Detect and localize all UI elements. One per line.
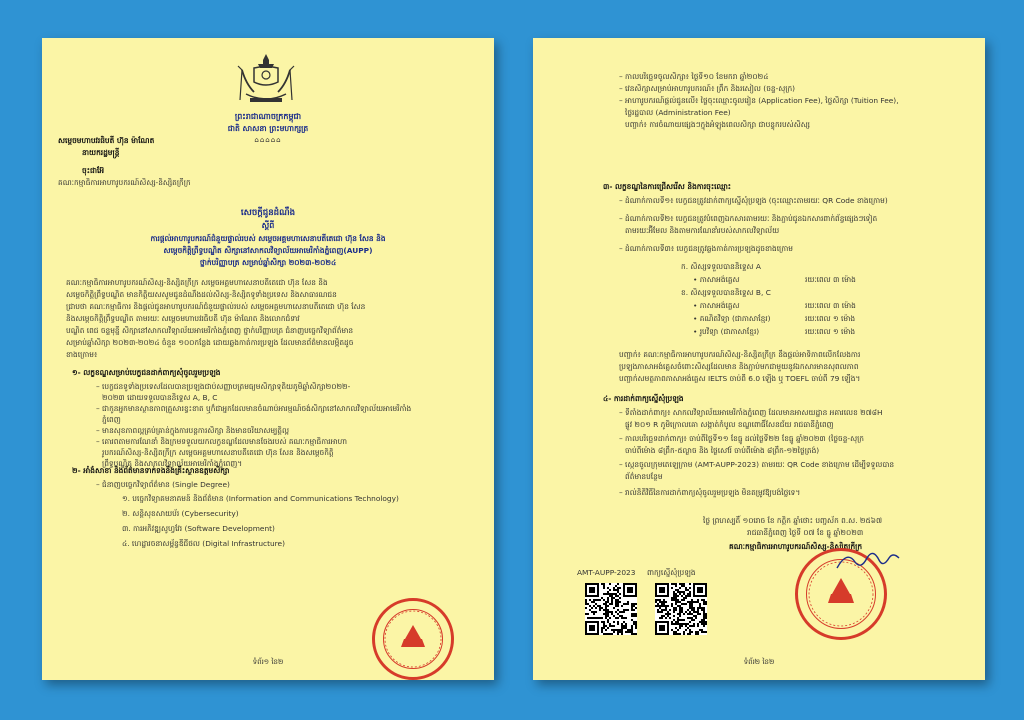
section-3-item: តាមរយៈអ៊ីមែល និងតាមការណែនាំរបស់សាកលវិទ្យាល័យ	[625, 226, 780, 235]
section-4-item: ព័ត៌មានបន្ថែម	[625, 472, 663, 481]
signature-icon	[833, 548, 903, 574]
section-1-item: – គោរពតាមការណែនាំ និងក្រមទទួលយកលក្ខខណ្ឌដែលមានចែងរបស់ គណៈកម្មាធិការអាហា	[96, 437, 347, 447]
section-2-degree: – ជំនាញបច្ចេកវិទ្យាព័ត៌មាន (Single Degree)	[96, 480, 230, 490]
exam-duration: រយៈពេល ៣ ម៉ោង	[805, 275, 856, 284]
body-line: គណៈកម្មាធិការអាហារូបករណ៍សិស្ស-និស្សិតក្រីក្រ សម្តេចអគ្គមហាសេនាបតីតេជោ ហ៊ុន សែន និង	[66, 278, 328, 287]
qr-code-application-icon[interactable]	[655, 583, 707, 635]
body-line: សម្រាប់ឆ្នាំសិក្សា ២០២៣-២០២៤ ចំនួន ១០០កន្លែង ដោយឆ្លងកាត់ការប្រឡង ដែលមានព័ត៌មានលម្អិតដូច	[66, 338, 354, 347]
section-4-item: – កាលបរិច្ឆេទដាក់ពាក្យ៖ ចាប់ពីថ្ងៃទី១១ ខែធ្នូ ដល់ថ្ងៃទី២២ ខែធ្នូ ឆ្នាំ២០២៣ (ថ្ងៃចន្ទ-សុក្រ	[619, 434, 864, 444]
exam-duration: រយៈពេល ១ ម៉ោង	[805, 314, 856, 323]
section-2-program: ៤. ហេដ្ឋារចនាសម្ព័ន្ធឌីជីថល (Digital Infrastructure)	[122, 539, 285, 548]
section-1-item: – បេក្ខជនទូទាំងប្រទេសដែលបានប្រឡងជាប់សញ្ញាបត្រមធ្យមសិក្សាទុតិយភូមិឆ្នាំសិក្សា២០២២-	[96, 382, 350, 392]
page-number: ទំព័រ២ នៃ២	[743, 658, 775, 666]
section-2-program: ២. សន្តិសុខសាយប័រ (Cybersecurity)	[122, 509, 239, 518]
qr-label-application: ពាក្យស្នើសុំប្រឡង	[647, 568, 696, 577]
notice-subject-line-2: សម្តេចកិត្តិព្រឹទ្ធបណ្ឌិត សិក្សានៅសាកលវិទ្យាល័យអាមេរិកាំងភ្នំពេញ(AUPP)	[163, 246, 373, 255]
section-3-item: – ដំណាក់កាលទី៣៖ បេក្ខជនត្រូវឆ្លងកាត់ការប្រឡងដូចខាងក្រោម	[619, 244, 793, 254]
body-line: ជ្រាបថា គណៈកម្មាធិការ និងផ្តល់ជូនអាហារូបករណ៍ជំនួយផ្ទាល់របស់ សម្តេចអគ្គមហាសេនាបតីតេជោ ហ៊ុន សែន	[66, 302, 366, 311]
qr-label-telegram: AMT-AUPP-2023	[577, 568, 636, 577]
notice-subject-label: ស្តីពី	[261, 221, 275, 230]
body-line: និងសម្តេចកិត្តិព្រឹទ្ធបណ្ឌិត តាមរយៈ សម្តេចមហាបវរធិបតី ហ៊ុន ម៉ាណែត និងលោកជំទាវ	[66, 314, 300, 323]
section-2-program: ៣. ការអភិវឌ្ឍសូហ្វវែរ (Software Development)	[122, 524, 275, 533]
lunar-date-line: ថ្ងៃ ព្រហស្បតិ៍ ១០រោច ខែ កត្តិក ឆ្នាំថោះ បញ្ចស័ក ព.ស. ២៥៦៧	[703, 516, 883, 525]
program-detail-item: ថ្លៃរដ្ឋបាល (Administration Fee)	[625, 108, 731, 117]
royal-coat-of-arms-icon	[232, 52, 300, 106]
section-3-item: – ដំណាក់កាលទី២៖ បេក្ខជនត្រូវបំពេញឯកសារតាមរយៈ និងភ្ជាប់ជូនឯកសារពាក់ព័ន្ធផ្សេងៗទៀត	[619, 214, 877, 224]
section-1-item: ភ្នំពេញ	[102, 415, 121, 424]
section-1-item: ព្រឹទ្ធបណ្ឌិត និងសាកលវិទ្យាល័យអាមេរិកាំងភ្នំពេញ។	[102, 459, 243, 468]
exam-subject: • គណិតវិទ្យា (ជាភាសាខ្មែរ)	[693, 314, 771, 323]
notice-subject-line-3: ថ្នាក់បរិញ្ញាបត្រ សម្រាប់ឆ្នាំសិក្សា ២០២៣-២០២៤	[199, 258, 337, 267]
note-line: ប្រឡងភាសាអង់គ្លេសចំពោះសិស្សដែលមាន និងភ្ជាប់មកជាមួយនូវឯកសារមានសុពលភាព	[619, 362, 859, 371]
program-detail-item: បញ្ជាក់៖ ការចំណាយផ្សេងៗក្នុងអំឡុងពេលសិក្សា ជាបន្ទុករបស់សិស្ស	[625, 120, 810, 129]
program-detail-item: – វេនសិក្សាសម្រាប់អាហារូបករណ៍៖ ព្រឹក និងរសៀល (ចន្ទ-សុក្រ)	[619, 84, 795, 94]
national-motto: ជាតិ សាសនា ព្រះមហាក្សត្រ	[227, 124, 309, 133]
group-bc-label: ខ. សិស្សទទួលបាននិទ្ទេស B, C	[681, 288, 771, 297]
group-a-label: ក. សិស្សទទួលបាននិទ្ទេស A	[681, 262, 761, 271]
section-4-heading: ៤- ការដាក់ពាក្យស្នើសុំប្រឡង	[603, 394, 684, 403]
page-number: ទំព័រ១ នៃ២	[252, 658, 284, 666]
section-1-item: – ជាកូនអ្នកមានស្ថានភាពគ្រួសារខ្វះខាត ឬក៏ជាអ្នកដែលមានចំណាប់អារម្មណ៍ចង់សិក្សានៅសាកលវិទ្យាល័យអាមេរិកាំង	[96, 404, 411, 414]
dept-line-1: ចុះជាអ៊ែ	[82, 166, 105, 175]
section-1-item: – មានសុខភាពល្អគ្រប់គ្រាន់ក្នុងការបន្តការសិក្សា និងមានចរិយាសម្បត្តិល្អ	[96, 426, 289, 436]
notice-page-2	[533, 38, 985, 680]
exam-subject: • រូបវិទ្យា (ជាភាសាខ្មែរ)	[693, 327, 760, 336]
office-line-1: សម្តេចមហាបវរធិបតី ហ៊ុន ម៉ាណែត	[58, 136, 155, 145]
program-detail-item: – កាលបរិច្ឆេទចូលសិក្សា៖ ថ្ងៃទី១០ ខែមករា ឆ្នាំ២០២៤	[619, 72, 768, 82]
section-2-heading: ២- អាំងំសាខា និងព័ត៌មានទាក់ទងនឹងគ្រឹះស្ថានឧត្តមសិក្សា	[72, 466, 230, 475]
section-2-program: ១. បច្ចេកវិទ្យាគមនាគមន៍ និងព័ត៌មាន (Information and Communications Technology)	[122, 494, 399, 503]
program-detail-item: – អាហារូបករណ៍ផ្តល់ជូនលើ៖ ថ្លៃចុះឈ្មោះចូលរៀន (Application Fee), ថ្លៃសិក្សា (Tuition Fee),	[619, 96, 899, 106]
exam-duration: រយៈពេល ១ ម៉ោង	[805, 327, 856, 336]
exam-duration: រយៈពេល ៣ ម៉ោង	[805, 301, 856, 310]
notice-title: សេចក្តីជូនដំណឹង	[240, 208, 296, 218]
exam-subject: • ភាសាអង់គ្លេស	[693, 301, 740, 310]
section-4-item: – ស្កេនចូលក្រុមតេឡេក្រាម (AMT-AUPP-2023) តាមរយៈ QR Code ខាងក្រោម ដើម្បីទទួលបាន	[619, 460, 894, 470]
notice-page-1	[42, 38, 494, 680]
section-1-item: ២០២៣ ដោយទទួលបាននិទ្ទេស A, B, C	[102, 393, 218, 402]
body-line: បណ្ឌិត ពេជ ចន្ទមុន្នី សិក្សានៅសាកលវិទ្យាល័យអាមេរិកាំងភ្នំពេញ ថ្នាក់បរិញ្ញាបត្រ ជំនាញបច្ចេកវិទ្យាព័ត៌មាន	[66, 326, 354, 335]
motto-flourish: ⌂⌂⌂⌂⌂	[254, 136, 282, 144]
section-3-heading: ៣- លក្ខខណ្ឌនៃការជ្រើសរើស និងការចុះឈ្មោះ	[603, 182, 732, 191]
body-line: ខាងក្រោម៖	[66, 350, 98, 359]
office-line-2: នាយករដ្ឋមន្ត្រី	[82, 148, 120, 157]
section-4-item: – ទីតាំងដាក់ពាក្យ៖ សាកលវិទ្យាល័យអាមេរិកាំងភ្នំពេញ ដែលមានអាសយដ្ឋាន អគារលេខ ២៧៨H	[619, 408, 883, 418]
section-4-item: ចាប់ពីម៉ោង ៨ព្រឹក-៥ល្ងាច និង ថ្ងៃសៅរ៍ ចាប់ពីម៉ោង ៨ព្រឹក-១២ថ្ងៃត្រង់)	[625, 446, 820, 455]
section-1-heading: ១- លក្ខខណ្ឌសម្រាប់បេក្ខជនដាក់ពាក្យសុំចូលរួមប្រឡង	[72, 368, 221, 377]
section-3-item: – ដំណាក់កាលទី១៖ បេក្ខជនត្រូវដាក់ពាក្យស្នើសុំប្រឡង (ចុះឈ្មោះតាមរយៈ QR Code ខាងក្រោម)	[619, 196, 888, 206]
dept-line-2: គណៈកម្មាធិការអាហារូបករណ៍សិស្ស-និស្សិតក្រីក្រ	[58, 178, 191, 187]
kingdom-name: ព្រះរាជាណាចក្រកម្ពុជា	[234, 112, 302, 121]
qr-code-telegram-icon[interactable]	[585, 583, 637, 635]
date-line: រាជធានីភ្នំពេញ ថ្ងៃទី ០៧ ខែ ធ្នូ ឆ្នាំ២០២៣	[747, 528, 864, 537]
notice-subject-line-1: ការផ្តល់អាហារូបករណ៍ជំនួយផ្ទាល់របស់ សម្តេចអគ្គមហាសេនាបតីតេជោ ហ៊ុន សែន និង	[150, 234, 386, 243]
section-4-item: ផ្លូវ ២០១ R ភូមិក្រោលគោ សង្កាត់កំបូល ខណ្ឌពោធិ៍សែនជ័យ រាជធានីភ្នំពេញ	[625, 420, 834, 429]
exam-subject: • ភាសាអង់គ្លេស	[693, 275, 740, 284]
note-line: បញ្ជាក់សមត្ថភាពភាសាអង់គ្លេស IELTS ចាប់ពី 6.0 ឡើង ឬ TOEFL ចាប់ពី 79 ឡើង។	[619, 374, 861, 383]
section-4-item: – រាល់និតិវិធីនៃការដាក់ពាក្យសុំចូលរួមប្រឡង មិនតម្រូវឱ្យបង់ថ្លៃទេ។	[619, 488, 800, 498]
section-1-item: រូបករណ៍សិស្ស-និស្សិតក្រីក្រ សម្តេចអគ្គមហាសេនាបតីតេជោ ហ៊ុន សែន និងសម្តេចកិត្តិ	[102, 448, 334, 457]
signatory-name: គណៈកម្មាធិការអាហារូបករណ៍សិស្ស-និស្សិតក្រីក្រ	[729, 542, 863, 551]
body-line: សម្តេចកិត្តិព្រឹទ្ធបណ្ឌិត មានកិត្តិយសសូមជូនដំណឹងដល់សិស្ស-និស្សិតទូទាំងប្រទេស និងសាធារណជន	[66, 290, 337, 299]
note-line: បញ្ជាក់៖ គណៈកម្មាធិការអាហារូបករណ៍សិស្ស-និស្សិតក្រីក្រ នឹងផ្តល់អាទិភាពលើកលែងការ	[619, 350, 861, 359]
